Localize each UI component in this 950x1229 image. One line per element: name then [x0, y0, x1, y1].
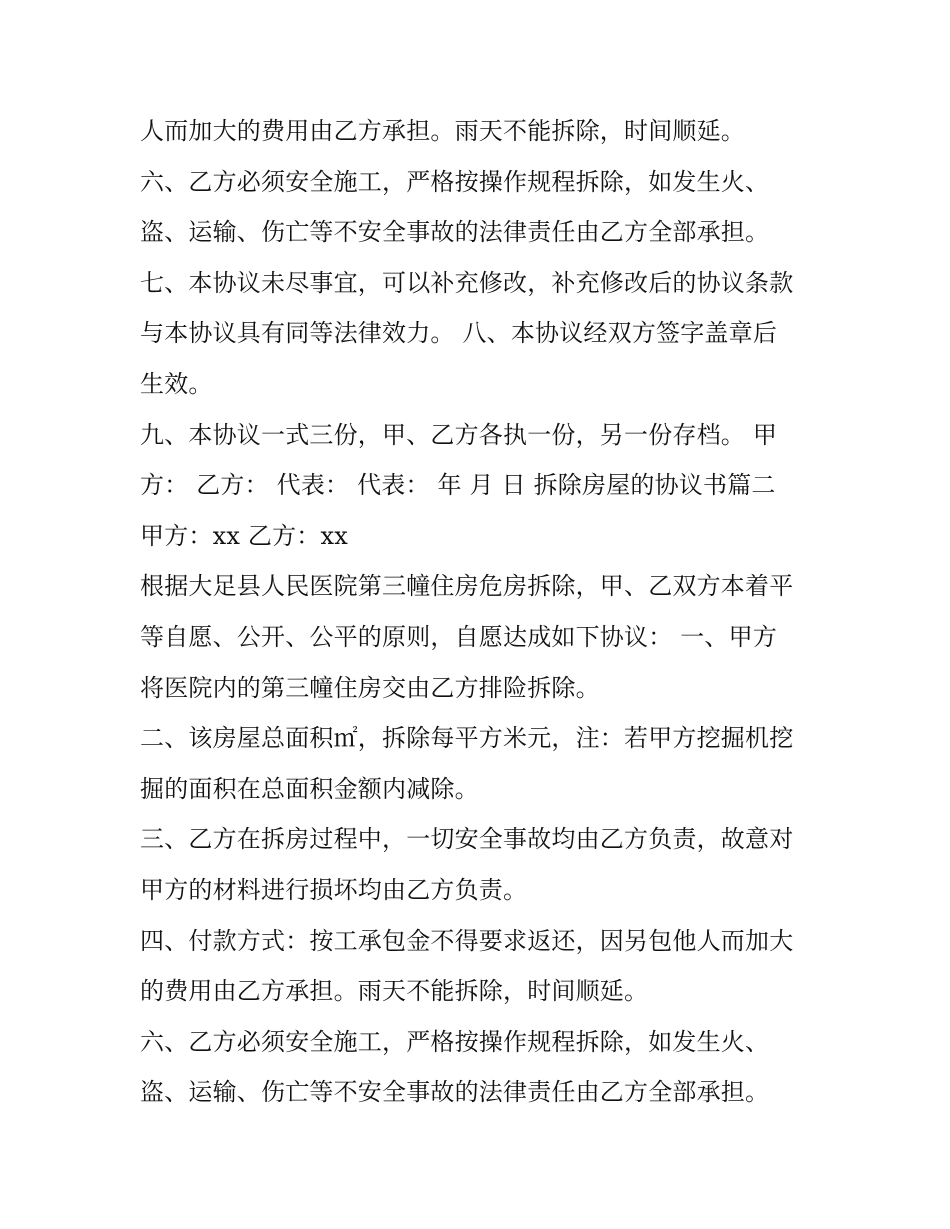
text-line-8: 方： 乙方： 代表： 代表： 年 月 日 拆除房屋的协议书篇二 [140, 471, 776, 500]
text-line-14: 掘的面积在总面积金额内减除。 [140, 774, 479, 803]
text-line-2: 六、乙方必须安全施工，严格按操作规程拆除，如发生火、 [140, 167, 770, 196]
text-line-1: 人而加大的费用由乙方承担。雨天不能拆除，时间顺延。 [140, 117, 745, 145]
text-line-3: 盗、运输、伤亡等不安全事故的法律责任由乙方全部承担。 [140, 218, 770, 247]
text-line-20: 盗、运输、伤亡等不安全事故的法律责任由乙方全部承担。 [140, 1078, 770, 1107]
text-line-13: 二、该房屋总面积㎡，拆除每平方米元，注：若甲方挖掘机挖 [140, 724, 794, 753]
text-line-9: 甲方：xx 乙方：xx [140, 521, 348, 550]
text-line-6: 生效。 [140, 369, 213, 398]
text-line-15: 三、乙方在拆房过程中，一切安全事故均由乙方负责，故意对 [140, 825, 794, 854]
text-line-18: 的费用由乙方承担。雨天不能拆除，时间顺延。 [140, 977, 649, 1006]
text-line-19: 六、乙方必须安全施工，严格按操作规程拆除，如发生火、 [140, 1027, 770, 1056]
text-line-11: 等自愿、公开、公平的原则，自愿达成如下协议： 一、甲方 [140, 622, 778, 651]
text-line-17: 四、付款方式：按工承包金不得要求返还，因另包他人而加大 [140, 926, 794, 955]
document-body [140, 106, 820, 1118]
text-line-16: 甲方的材料进行损坏均由乙方负责。 [140, 875, 528, 904]
text-line-4: 七、本协议未尽事宜，可以补充修改，补充修改后的协议条款 [140, 268, 794, 297]
text-line-5: 与本协议具有同等法律效力。 八、本协议经双方签字盖章后 [140, 319, 778, 348]
text-line-7: 九、本协议一式三份，甲、乙方各执一份，另一份存档。 甲 [140, 420, 778, 449]
text-line-10: 根据大足县人民医院第三幢住房危房拆除，甲、乙双方本着平 [140, 572, 794, 601]
text-line-12: 将医院内的第三幢住房交由乙方排险拆除。 [140, 673, 600, 702]
